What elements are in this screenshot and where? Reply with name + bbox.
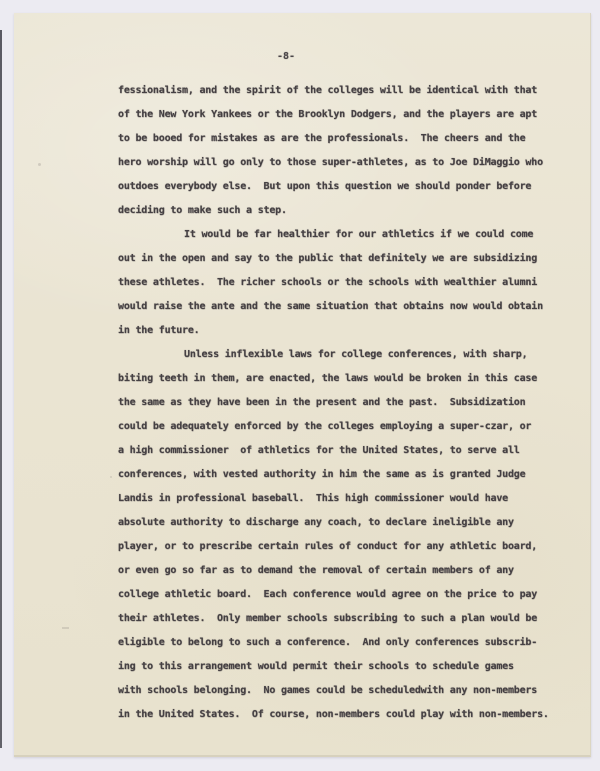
- text-line: these athletes. The richer schools or the schools with wealthier alumni: [118, 277, 538, 288]
- document-body: [118, 79, 570, 727]
- text-line: their athletes. Only member schools subscribing to such a plan would be: [118, 613, 538, 624]
- text-line: absolute authority to discharge any coach, to declare ineligible any: [118, 517, 514, 528]
- document-page: [14, 13, 591, 757]
- paper-speck: [62, 627, 69, 629]
- text-line: outdoes everybody else. But upon this question we should ponder before: [118, 181, 532, 192]
- paragraph: [118, 343, 570, 727]
- scan-edge-line: [0, 30, 2, 748]
- text-line: It would be far healthier for our athletics if we could come: [184, 229, 534, 240]
- text-line: in the United States. Of course, non-members could play with non-members.: [118, 709, 549, 720]
- text-line: player, or to prescribe certain rules of conduct for any athletic board,: [118, 541, 538, 552]
- paragraph: [118, 223, 570, 343]
- text-line: the same as they have been in the present and the past. Subsidization: [118, 397, 526, 408]
- paragraph: [118, 79, 570, 223]
- text-line: of the New York Yankees or the Brooklyn Dodgers, and the players are apt: [118, 109, 538, 120]
- text-line: hero worship will go only to those super-athletes, as to Joe DiMaggio who: [118, 157, 543, 168]
- text-line: or even go so far as to demand the removal of certain members of any: [118, 565, 514, 576]
- text-line: fessionalism, and the spirit of the colleges will be identical with that: [118, 85, 538, 96]
- paper-speck: [38, 163, 41, 166]
- text-line: in the future.: [118, 325, 200, 336]
- text-line: college athletic board. Each conference would agree on the price to pay: [118, 589, 538, 600]
- text-line: out in the open and say to the public that definitely we are subsidizing: [118, 253, 538, 264]
- text-line: eligible to belong to such a conference. And only conferences subscrib-: [118, 637, 538, 648]
- text-line: with schools belonging. No games could be scheduledwith any non-members: [118, 685, 538, 696]
- text-line: conferences, with vested authority in him the same as is granted Judge: [118, 469, 526, 480]
- text-line: would raise the ante and the same situation that obtains now would obtain: [118, 301, 543, 312]
- text-line: a high commissioner of athletics for the United States, to serve all: [118, 445, 520, 456]
- text-line: Unless inflexible laws for college conferences, with sharp,: [184, 349, 528, 360]
- text-line: deciding to make such a step.: [118, 205, 287, 216]
- text-line: Landis in professional baseball. This high commissioner would have: [118, 493, 508, 504]
- text-line: to be booed for mistakes as are the professionals. The cheers and the: [118, 133, 526, 144]
- text-line: could be adequately enforced by the colleges employing a super-czar, or: [118, 421, 532, 432]
- paper-speck: [110, 476, 112, 478]
- text-line: ing to this arrangement would permit their schools to schedule games: [118, 661, 514, 672]
- page-number: -8-: [277, 51, 296, 62]
- text-line: biting teeth in them, are enacted, the laws would be broken in this case: [118, 373, 538, 384]
